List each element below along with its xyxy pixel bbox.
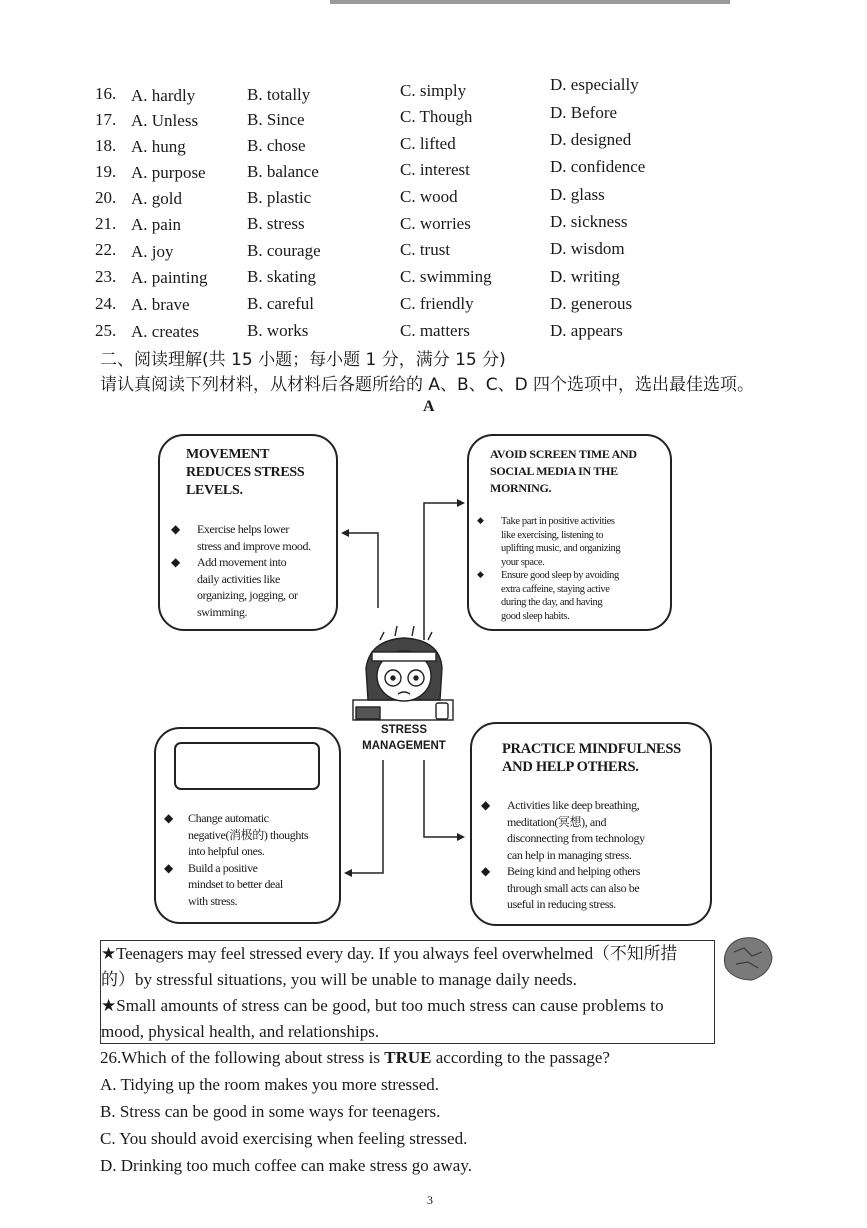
option-c: C. interest (400, 160, 470, 179)
option-b: B. courage (247, 241, 321, 260)
cartoon-student-icon (353, 626, 453, 720)
question-number: 23. (95, 267, 117, 286)
arrow-icon (341, 529, 349, 537)
note-line: ★Small amounts of stress can be good, but too much stress can cause problems to (101, 996, 664, 1015)
option-b: B. plastic (247, 188, 312, 207)
diamond-bullet-icon: ◆ (477, 516, 484, 526)
list-item: ◆ Build a positive mindset to better deal with stress. (164, 860, 283, 908)
option-a: A. Unless (131, 111, 199, 130)
option-c: C. swimming (400, 267, 492, 286)
list-item: ◆ Ensure good sleep by avoiding extra caffeine, staying active during the day, and having good sleep habits. (477, 570, 619, 622)
diamond-bullet-icon: ◆ (171, 522, 180, 536)
option-d: D. glass (550, 185, 605, 204)
option-c: C. friendly (400, 294, 474, 313)
arrow-icon (344, 869, 352, 877)
question-26-option-d: D. Drinking too much coffee can make stress go away. (100, 1156, 472, 1175)
center-label: STRESS MANAGEMENT (362, 724, 446, 752)
arrow-icon (457, 499, 465, 507)
diamond-bullet-icon: ◆ (164, 860, 173, 875)
box-movement-title: MOVEMENT REDUCES STRESS LEVELS. (186, 447, 305, 498)
question-number: 16. (95, 84, 117, 103)
option-d: D. especially (550, 75, 639, 94)
list-item: ◆ Being kind and helping others through small acts can also be useful in reducing stress. (481, 864, 641, 911)
list-item: ◆ Add movement into daily activities like organizing, jogging, or swimming. (171, 555, 298, 619)
option-d: D. confidence (550, 157, 646, 176)
option-b: B. totally (247, 85, 311, 104)
list-item: ◆ Change automatic negative(消极的) thoughts into helpful ones. (164, 811, 309, 858)
arrow-icon (351, 760, 383, 873)
box-mindfulness-title: PRACTICE MINDFULNESS AND HELP OTHERS. (502, 741, 681, 775)
note-line: ★Teenagers may feel stressed every day. If you always feel overwhelmed（不知所措 (101, 944, 678, 963)
rock-icon (722, 934, 774, 982)
option-a: A. hung (131, 137, 186, 156)
question-26-option-a: A. Tidying up the room makes you more stressed. (100, 1075, 440, 1094)
question-number: 22. (95, 240, 117, 259)
question-26-option-b: B. Stress can be good in some ways for teenagers. (100, 1102, 441, 1121)
arrow-icon (457, 833, 465, 841)
question-number: 25. (95, 321, 117, 340)
option-a: A. purpose (131, 163, 206, 182)
question-number: 17. (95, 110, 117, 129)
diamond-bullet-icon: ◆ (164, 811, 173, 825)
option-c: C. simply (400, 81, 467, 100)
option-a: A. hardly (131, 86, 196, 105)
option-d: D. Before (550, 103, 618, 122)
option-a: A. joy (131, 242, 174, 261)
question-number: 24. (95, 294, 117, 313)
option-d: D. writing (550, 267, 620, 286)
section-heading: 二、阅读理解(共 15 小题；每小题 1 分，满分 15 分) (100, 350, 506, 370)
option-c: C. Though (400, 107, 473, 126)
option-b: B. careful (247, 294, 315, 313)
option-a: A. creates (131, 322, 199, 341)
diamond-bullet-icon: ◆ (477, 570, 484, 580)
option-c: C. trust (400, 240, 451, 259)
option-d: D. designed (550, 130, 632, 149)
list-item: ◆ Activities like deep breathing, meditation(冥想), and disconnecting from technology can help in managing stress. (481, 798, 645, 862)
notes-box (100, 940, 715, 1044)
question-26-stem: 26.Which of the following about stress is TRUE according to the passage? (100, 1048, 610, 1067)
option-a: A. pain (131, 215, 182, 234)
option-c: C. matters (400, 321, 470, 340)
passage-letter: A (423, 398, 435, 415)
diamond-bullet-icon: ◆ (481, 798, 490, 812)
question-number: 19. (95, 162, 117, 181)
option-c: C. worries (400, 214, 471, 233)
option-a: A. brave (131, 295, 190, 314)
option-c: C. wood (400, 187, 458, 206)
option-a: A. painting (131, 268, 208, 287)
option-d: D. appears (550, 321, 623, 340)
option-a: A. gold (131, 189, 182, 208)
note-line: mood, physical health, and relationships. (101, 1022, 380, 1041)
diamond-bullet-icon: ◆ (481, 864, 490, 878)
box-screen-time-title: AVOID SCREEN TIME AND SOCIAL MEDIA IN THE MORNING. (490, 447, 637, 495)
question-26-option-c: C. You should avoid exercising when feeling stressed. (100, 1129, 468, 1148)
list-item: ◆ Exercise helps lower stress and improve mood. (171, 522, 311, 553)
note-line: 的）by stressful situations, you will be unable to manage daily needs. (101, 970, 577, 989)
option-b: B. chose (247, 136, 306, 155)
page-number: 3 (427, 1193, 433, 1207)
question-number: 21. (95, 214, 117, 233)
arrow-icon (424, 503, 458, 640)
option-b: B. skating (247, 267, 316, 286)
list-item: ◆ Take part in positive activities like exercising, listening to uplifting music, and organizing your space. (477, 516, 621, 568)
option-d: D. generous (550, 294, 633, 313)
option-c: C. lifted (400, 134, 456, 153)
option-d: D. wisdom (550, 239, 625, 258)
option-b: B. Since (247, 110, 305, 129)
arrow-icon (424, 760, 458, 837)
option-b: B. works (247, 321, 309, 340)
option-b: B. stress (247, 214, 305, 233)
option-d: D. sickness (550, 212, 628, 231)
question-number: 18. (95, 136, 117, 155)
section-instruction: 请认真阅读下列材料，从材料后各题所给的 A、B、C、D 四个选项中，选出最佳选项。 (100, 375, 755, 395)
arrow-icon (347, 533, 378, 608)
diamond-bullet-icon: ◆ (171, 555, 180, 569)
option-b: B. balance (247, 162, 319, 181)
question-number: 20. (95, 188, 117, 207)
